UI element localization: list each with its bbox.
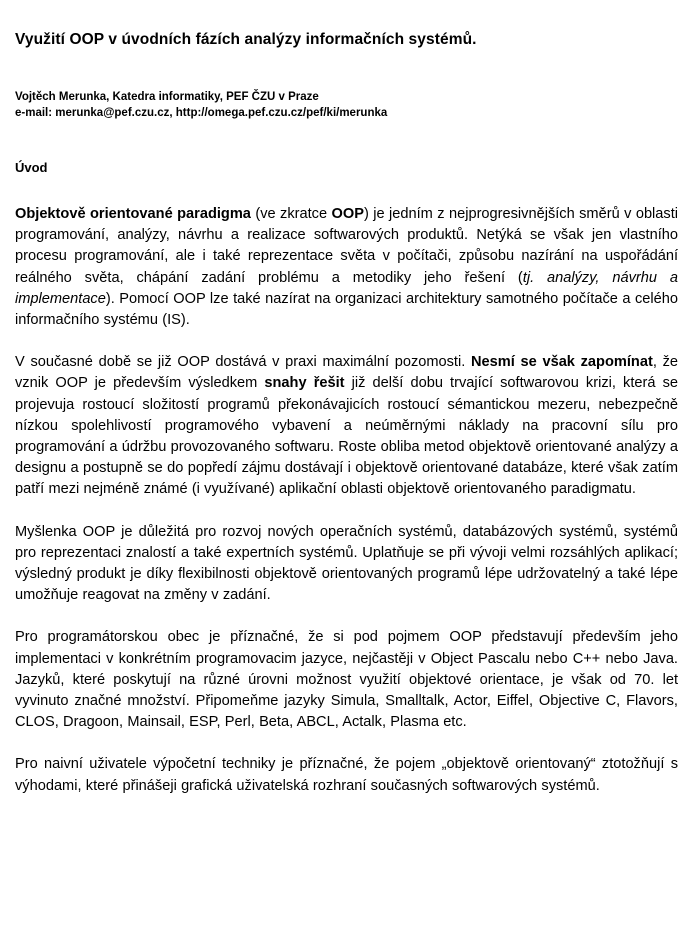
text-run: Pro programátorskou obec je příznačné, že si pod pojmem OOP představují především jeho implementaci v konkrétním programovacim jazyce, nejčastěji v Object Pascalu nebo C++ nebo Java. Jazyků, které poskytují na různé úrovni možnost využití objektové orientace, je však od 70. let vyvinuto značné množství. Připomeňme jazyky Simula, Smalltalk, Actor, Eiffel, Objective C, Flavors, CLOS, Dragoon, Mainsail, ESP, Perl, Beta, ABCL, Actalk, Plasma etc. (15, 629, 678, 731)
text-run: , že vznik OOP je především výsledkem (15, 354, 678, 392)
text-run: Myšlenka OOP je důležitá pro rozvoj nových operačních systémů, databázových systémů, systémů pro reprezentaci znalostí a také expertních systémů. Uplatňuje se při vývoji velmi rozsáhlých aplikací; výsledný produkt je díky flexibilnosti objektově orientovaných programů lépe udržovatelný a také lépe umožňuje reagovat na změny v zadání. (15, 523, 678, 604)
emphasis-bold: Objektově orientované paradigma (15, 206, 251, 222)
paragraph-paradigma (15, 176, 678, 331)
author-contact-line: e-mail: merunka@pef.czu.cz, http://omega.pef.czu.cz/pef/ki/merunka (15, 107, 388, 119)
author-block (15, 50, 678, 121)
emphasis-bold: snahy řešit (264, 375, 345, 392)
paragraph-list (15, 176, 678, 797)
document-content (15, 0, 678, 797)
emphasis-italic: tj. analýzy, návrhu a implementace (15, 269, 678, 307)
text-run: V současné době se již OOP dostává v praxi maximální pozomosti. (15, 354, 471, 371)
paragraph-pozornost (15, 331, 678, 500)
text-run: již delší dobu trvající softwarovou krizi, která se projevuja rostoucí složitostí programů překonávajicích rostoucí sémantickou mezeru, nebezpečně nízkou spolehlivostí programového vybavení a neúměrnými náklady na pracovní sílu pro programování a údržbu provozovaného softwaru. Roste obliba metod objektově orientované analýzy a designu a postupně se do popředí zájmu dostávají i objektově orientované databáze, které však zatím patří mezi nejméně známé (i využívané) aplikační oblasti objektově orientovaného paradigmatu. (15, 375, 678, 498)
paragraph-naivni-uzivatele (15, 733, 678, 796)
paragraph-programatorska-obec (15, 606, 678, 733)
text-run: (ve zkratce (250, 206, 332, 222)
paragraph-myslenka (15, 501, 678, 607)
page-title: Využití OOP v úvodních fázích analýzy informačních systémů. (15, 31, 477, 48)
emphasis-bold: Nesmí se však zapomínat (471, 354, 653, 371)
text-run: ). Pomocí OOP lze také nazírat na organizaci architektury samotného počítače a celého informačního systému (IS). (15, 290, 678, 329)
section-heading-uvod: Úvod (15, 160, 48, 175)
text-run: Pro naivní uživatele výpočetní techniky je příznačné, že pojem „objektově orientovaný“ ztotožňují s výhodami, které přinášeji grafická uživatelská rozhraní současných softwarových systémů. (15, 756, 678, 794)
text-run: ) je jedním z nejprogresivnějších směrů v oblasti programování, analýzy, návrhu a realizace softwarových produktů. Netýká se však jen vlastního procesu programování, ale i také reprezentace světa v počítači, způsobu nazírání na uspořádání reálného světa, chápání zadání problému a metodiky jeho řešení ( (15, 206, 679, 286)
emphasis-bold: OOP (331, 206, 364, 222)
author-affiliation-line: Vojtěch Merunka, Katedra informatiky, PEF ČZU v Praze (15, 91, 319, 103)
